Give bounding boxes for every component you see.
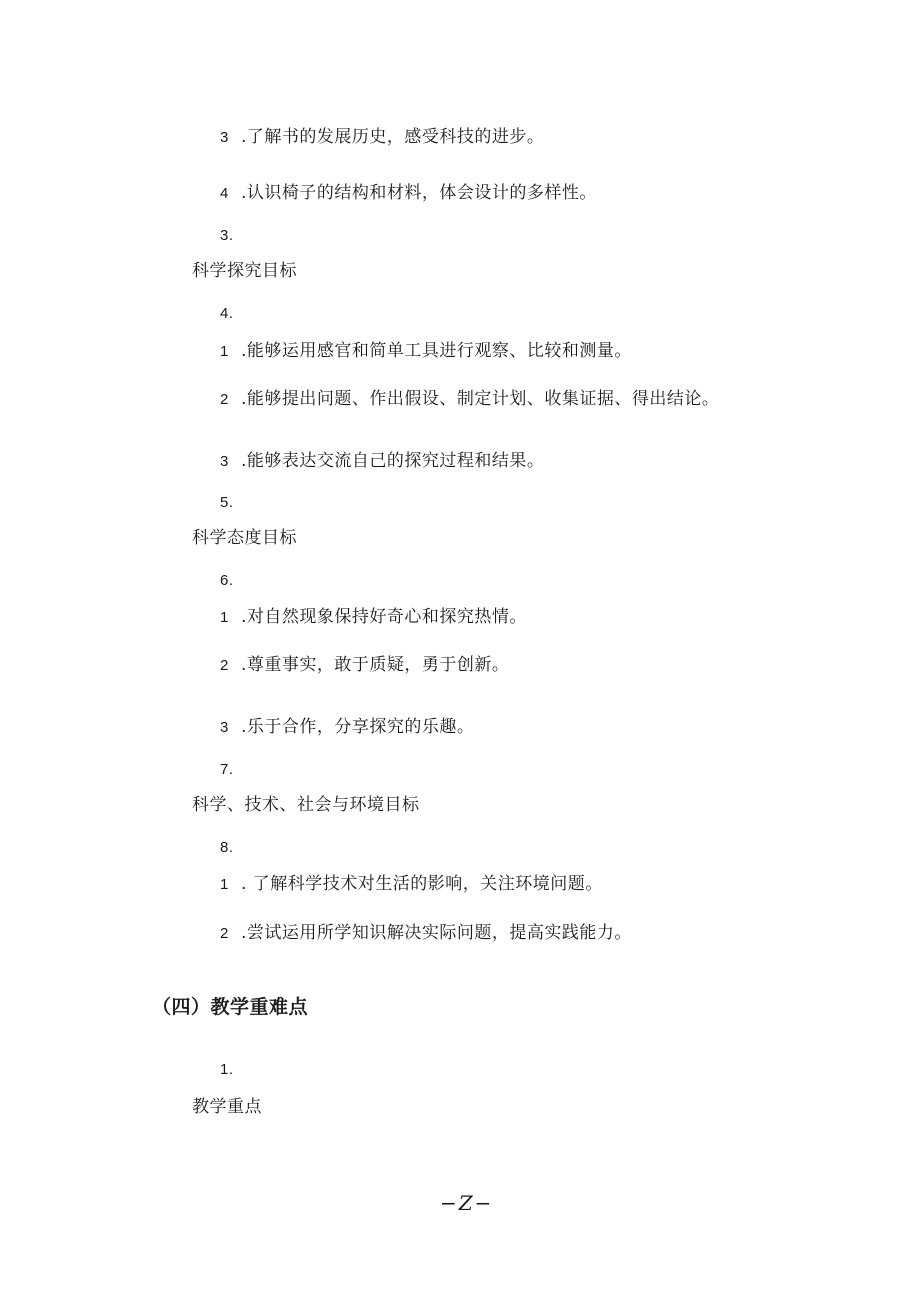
sts-item-2 xyxy=(220,922,632,945)
item-text: .乐于合作，分享探究的乐趣。 xyxy=(241,717,475,737)
list-marker-7: 7. xyxy=(220,761,234,778)
item-number: 2 xyxy=(220,657,229,674)
item-number: 3 xyxy=(220,453,229,470)
item-number: 2 xyxy=(220,925,229,942)
inquiry-item-2 xyxy=(220,388,719,411)
item-text: .能够表达交流自己的探究过程和结果。 xyxy=(241,451,545,471)
item-text: .认识椅子的结构和材料，体会设计的多样性。 xyxy=(241,183,597,203)
attitude-item-3 xyxy=(220,716,474,739)
attitude-item-1 xyxy=(220,606,527,629)
list-marker-s4-1: 1. xyxy=(220,1061,234,1078)
inquiry-item-3 xyxy=(220,450,544,473)
item-number: 4 xyxy=(220,185,229,202)
attitude-item-2 xyxy=(220,654,509,677)
page-number: −Z− xyxy=(440,1191,494,1215)
item-text: .能够运用感官和简单工具进行观察、比较和测量。 xyxy=(241,341,632,361)
attitude-heading: 科学态度目标 xyxy=(192,528,297,548)
knowledge-item-4 xyxy=(220,182,597,205)
teaching-focus-heading: 教学重点 xyxy=(192,1097,262,1117)
list-marker-5: 5. xyxy=(220,494,234,511)
item-number: 1 xyxy=(220,343,229,360)
item-number: 3 xyxy=(220,129,229,146)
inquiry-item-1 xyxy=(220,340,632,363)
item-number: 3 xyxy=(220,719,229,736)
item-text: . 了解科学技术对生活的影响，关注环境问题。 xyxy=(241,874,603,894)
item-number: 1 xyxy=(220,876,229,893)
list-marker-8: 8. xyxy=(220,839,234,856)
section-4-title: （四）教学重难点 xyxy=(152,996,309,1018)
sts-heading: 科学、技术、社会与环境目标 xyxy=(192,795,420,815)
list-marker-3: 3. xyxy=(220,227,234,244)
list-marker-4: 4. xyxy=(220,305,234,322)
item-text: .能够提出问题、作出假设、制定计划、收集证据、得出结论。 xyxy=(241,389,720,409)
list-marker-6: 6. xyxy=(220,572,234,589)
knowledge-item-3 xyxy=(220,126,544,149)
item-number: 1 xyxy=(220,609,229,626)
item-text: .尝试运用所学知识解决实际问题，提高实践能力。 xyxy=(241,923,632,943)
inquiry-heading: 科学探究目标 xyxy=(192,261,297,281)
item-text: .对自然现象保持好奇心和探究热情。 xyxy=(241,607,527,627)
item-number: 2 xyxy=(220,391,229,408)
item-text: .了解书的发展历史，感受科技的进步。 xyxy=(241,127,545,147)
sts-item-1 xyxy=(220,873,603,896)
item-text: .尊重事实，敢于质疑，勇于创新。 xyxy=(241,655,510,675)
